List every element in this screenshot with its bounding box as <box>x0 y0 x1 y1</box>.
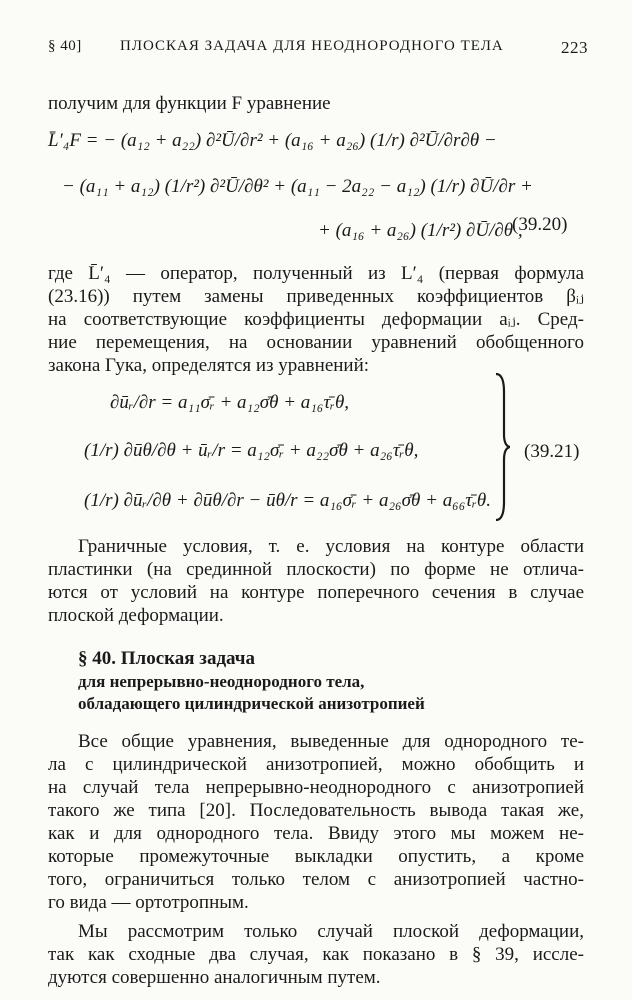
paragraph-1-line-5: закона Гука, определятся из уравнений: <box>48 355 370 376</box>
intro-line: получим для функции F уравнение <box>48 93 331 114</box>
equation-39-20-line-2: − (a₁₁ + a₁₂) (1/r²) ∂²Ū/∂θ² + (a₁₁ − 2a₂₂ − a₁₂) (1/r) ∂Ū/∂r + <box>62 176 533 197</box>
paragraph-3-line-8: го вида — ортотропным. <box>48 892 249 913</box>
paragraph-3-line-1: Все общие уравнения, выведенные для однородного те- <box>78 731 584 752</box>
paragraph-3-line-2: ла с цилиндрической анизотропией, можно обобщить и <box>48 754 584 775</box>
paragraph-3-line-3: на случай тела непрерывно-неоднородного с анизотропией <box>48 777 584 798</box>
paragraph-2-line-1: Граничные условия, т. е. условия на контуре области <box>78 536 584 557</box>
right-brace <box>494 372 510 522</box>
equation-number-39-21: (39.21) <box>524 441 580 462</box>
paragraph-3-line-6: которые промежуточные выкладки опустить, а кроме <box>48 846 584 867</box>
section-heading-line-2: для непрерывно-неоднородного тела, <box>78 672 365 691</box>
header-title: ПЛОСКАЯ ЗАДАЧА ДЛЯ НЕОДНОРОДНОГО ТЕЛА <box>120 38 504 54</box>
section-heading-line-3: обладающего цилиндрической анизотропией <box>78 694 425 713</box>
paragraph-4-line-2: так как сходные два случая, как показано в § 39, иссле- <box>48 944 584 965</box>
paragraph-4-line-3: дуются совершенно аналогичным путем. <box>48 967 381 988</box>
section-heading-line-1: § 40. Плоская задача <box>78 648 256 669</box>
paragraph-1-line-3: на соответствующие коэффициенты деформации aᵢⱼ. Сред- <box>48 309 584 330</box>
paragraph-4-line-1: Мы рассмотрим только случай плоской деформации, <box>78 921 584 942</box>
equation-39-20-line-3: + (a₁₆ + a₂₆) (1/r²) ∂Ū/∂θ , <box>318 220 523 241</box>
paragraph-1-line-4: ние перемещения, на основании уравнений обобщенного <box>48 332 584 353</box>
paragraph-2-line-3: ются от условий на контуре поперечного сечения в случае <box>48 582 584 603</box>
paragraph-2-line-4: плоской деформации. <box>48 605 224 626</box>
running-header <box>48 38 588 60</box>
equation-number-39-20: (39.20) <box>512 214 568 235</box>
paragraph-1-line-2: (23.16)) путем замены приведенных коэффициентов βᵢⱼ <box>48 286 584 307</box>
page-number: 223 <box>561 38 588 57</box>
equation-39-21-line-1: ∂ūᵣ/∂r = a₁₁σ̄ᵣ + a₁₂σ̄θ + a₁₆τ̄ᵣθ, <box>110 392 350 413</box>
equation-39-21-line-2: (1/r) ∂ūθ/∂θ + ūᵣ/r = a₁₂σ̄ᵣ + a₂₂σ̄θ + a₂₆τ̄ᵣθ, <box>84 440 419 461</box>
equation-39-20-line-1: L̄′₄F = − (a₁₂ + a₂₂) ∂²Ū/∂r² + (a₁₆ + a₂₆) (1/r) ∂²Ū/∂r∂θ − <box>48 130 497 151</box>
paragraph-2-line-2: пластинки (на срединной плоскости) по форме не отлича- <box>48 559 584 580</box>
paragraph-3-line-5: как и для однородного тела. Ввиду этого мы можем не- <box>48 823 584 844</box>
paragraph-3-line-7: того, ограничиться только телом с анизотропией частно- <box>48 869 584 890</box>
paragraph-3-line-4: такого же типа [20]. Последовательность вывода такая же, <box>48 800 584 821</box>
header-section: § 40] <box>48 38 82 54</box>
paragraph-1-line-1: где L̄′₄ — оператор, полученный из L′₄ (первая формула <box>48 263 584 284</box>
equation-39-21-line-3: (1/r) ∂ūᵣ/∂θ + ∂ūθ/∂r − ūθ/r = a₁₆σ̄ᵣ + a₂₆σ̄θ + a₆₆τ̄ᵣθ. <box>84 490 491 511</box>
